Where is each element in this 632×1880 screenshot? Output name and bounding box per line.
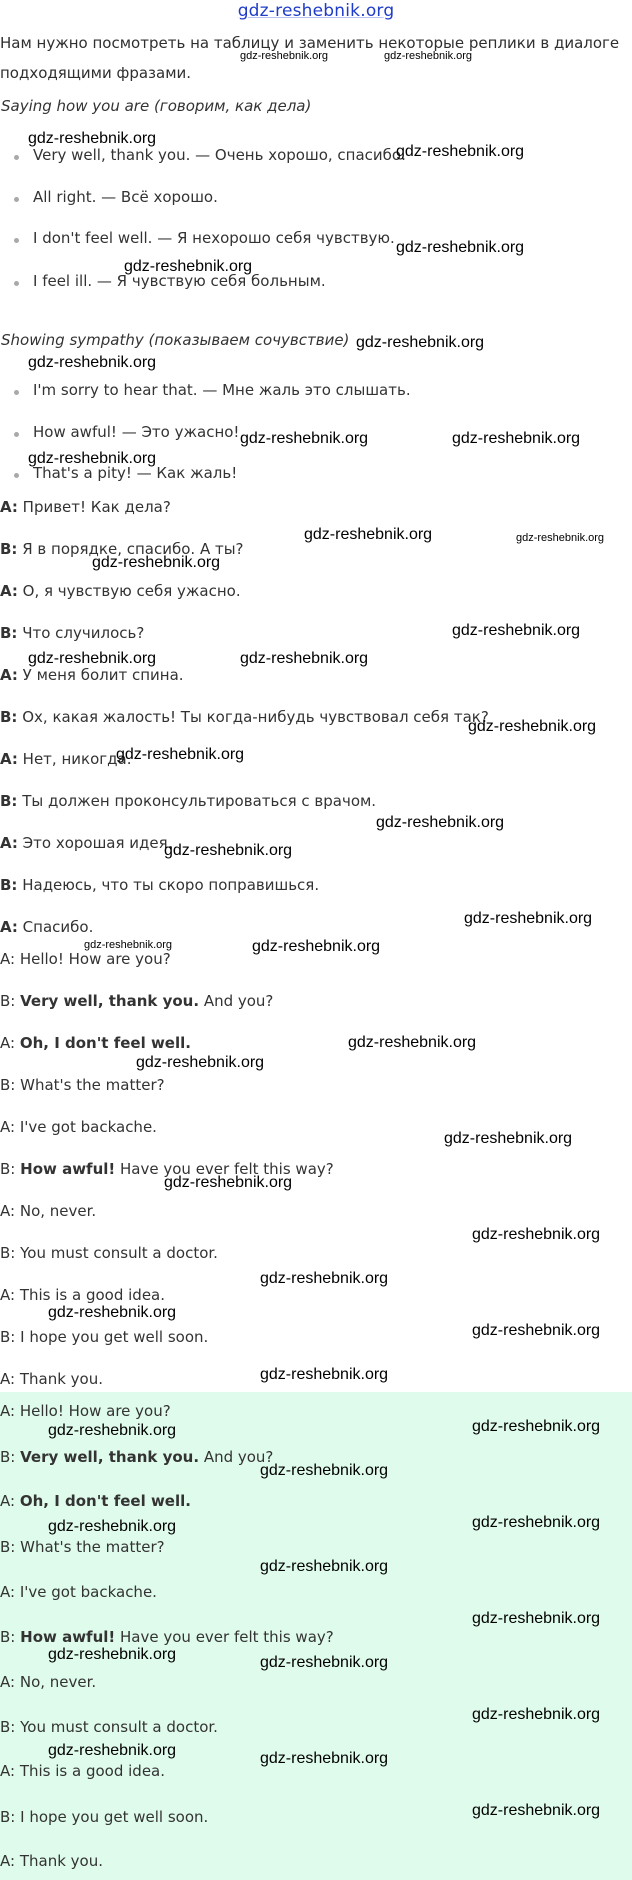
dialogue-text: Thank you. (19, 1370, 103, 1388)
dialogue-text: I hope you get well soon. (20, 1808, 209, 1826)
dialogue-text: Спасибо. (22, 918, 94, 936)
watermark: gdz-reshebnik.org (260, 1558, 389, 1575)
speaker-label: A: (0, 1118, 16, 1136)
watermark: gdz-reshebnik.org (28, 450, 157, 467)
dialogue-text: What's the matter? (20, 1076, 165, 1094)
dialogue-text: You must consult a doctor. (20, 1244, 218, 1262)
watermark: gdz-reshebnik.org (356, 334, 485, 351)
dialogue-text: Have you ever felt this way? (115, 1628, 334, 1646)
speaker-label: A: (0, 1762, 16, 1780)
dialogue-line (0, 1202, 96, 1220)
watermark: gdz-reshebnik.org (136, 1054, 265, 1071)
dialogue-line (0, 792, 376, 810)
watermark: gdz-reshebnik.org (240, 430, 369, 447)
speaker-label: A: (0, 1370, 16, 1388)
dialogue-text: I hope you get well soon. (20, 1328, 209, 1346)
dialogue-line (0, 498, 171, 516)
dialogue-text: What's the matter? (20, 1538, 165, 1556)
dialogue-bold-phrase: Oh, I don't feel well. (19, 1034, 191, 1052)
watermark: gdz-reshebnik.org (472, 1706, 601, 1723)
dialogue-line (0, 582, 241, 600)
dialogue-line (0, 1244, 218, 1262)
watermark: gdz-reshebnik.org (472, 1322, 601, 1339)
dialogue-line (0, 750, 131, 768)
bullet-icon (14, 238, 19, 243)
dialogue-line (0, 950, 171, 968)
speaker-label: B: (0, 792, 18, 810)
dialogue-text: Нет, никогда. (22, 750, 132, 768)
dialogue-text: Надеюсь, что ты скоро поправишься. (22, 876, 320, 894)
dialogue-text: Это хорошая идея. (22, 834, 173, 852)
watermark: gdz-reshebnik.org (28, 650, 157, 667)
bullet-icon (14, 473, 19, 478)
speaker-label: A: (0, 1673, 16, 1691)
speaker-label: B: (0, 1448, 16, 1466)
dialogue-bold-phrase: Oh, I don't feel well. (19, 1492, 191, 1510)
speaker-label: A: (0, 1852, 16, 1870)
dialogue-text: Ты должен проконсультироваться с врачом. (22, 792, 377, 810)
watermark: gdz-reshebnik.org (444, 1130, 573, 1147)
dialogue-bold-phrase: How awful! (20, 1160, 116, 1178)
speaker-label: B: (0, 708, 18, 726)
watermark: gdz-reshebnik.org (396, 143, 525, 160)
watermark: gdz-reshebnik.org (260, 1366, 389, 1383)
intro-text: Нам нужно посмотреть на таблицу и заменить некоторые реплики в диалоге подходящими фразами. (0, 34, 620, 82)
dialogue-line (0, 666, 184, 684)
dialogue-text: Thank you. (19, 1852, 103, 1870)
watermark: gdz-reshebnik.org (28, 354, 157, 371)
watermark: gdz-reshebnik.org (472, 1226, 601, 1243)
dialogue-line (0, 1808, 208, 1826)
dialogue-line (0, 992, 273, 1010)
bullet-icon (14, 390, 19, 395)
dialogue-line (0, 1852, 103, 1870)
watermark: gdz-reshebnik.org (472, 1610, 601, 1627)
speaker-label: A: (0, 1202, 16, 1220)
dialogue-bold-phrase: Very well, thank you. (20, 992, 200, 1010)
dialogue-text: Ох, какая жалость! Ты когда-нибудь чувствовал себя так? (22, 708, 489, 726)
dialogue-bold-phrase: Very well, thank you. (20, 1448, 200, 1466)
list-item: I feel ill. — Я чувствую себя больным. (33, 272, 326, 290)
dialogue-line (0, 1370, 103, 1388)
dialogue-line (0, 1718, 218, 1736)
site-header-logo[interactable]: gdz-reshebnik.org (237, 1, 395, 21)
bullet-icon (14, 155, 19, 160)
watermark: gdz-reshebnik.org (472, 1802, 601, 1819)
dialogue-text: I've got backache. (19, 1118, 157, 1136)
watermark: gdz-reshebnik.org (240, 50, 329, 62)
speaker-label: A: (0, 666, 18, 684)
dialogue-line (0, 708, 489, 726)
list-item: How awful! — Это ужасно! (33, 423, 240, 441)
dialogue-text: Hello! How are you? (19, 950, 171, 968)
dialogue-text: Привет! Как дела? (22, 498, 171, 516)
speaker-label: A: (0, 582, 18, 600)
bullet-icon (14, 432, 19, 437)
watermark: gdz-reshebnik.org (124, 258, 253, 275)
dialogue-text: Что случилось? (22, 624, 145, 642)
speaker-label: B: (0, 540, 18, 558)
dialogue-line (0, 1034, 191, 1052)
dialogue-text: You must consult a doctor. (20, 1718, 218, 1736)
dialogue-line (0, 1118, 157, 1136)
bullet-icon (14, 281, 19, 286)
watermark: gdz-reshebnik.org (164, 842, 293, 859)
list-item: I'm sorry to hear that. — Мне жаль это слышать. (33, 381, 411, 399)
dialogue-text: Have you ever felt this way? (115, 1160, 334, 1178)
watermark: gdz-reshebnik.org (472, 1514, 601, 1531)
watermark: gdz-reshebnik.org (240, 650, 369, 667)
bullet-icon (14, 197, 19, 202)
watermark: gdz-reshebnik.org (48, 1304, 177, 1321)
watermark: gdz-reshebnik.org (348, 1034, 477, 1051)
watermark: gdz-reshebnik.org (472, 1418, 601, 1435)
dialogue-text: No, never. (19, 1202, 97, 1220)
speaker-label: B: (0, 1244, 16, 1262)
watermark: gdz-reshebnik.org (304, 526, 433, 543)
watermark: gdz-reshebnik.org (452, 430, 581, 447)
speaker-label: B: (0, 1076, 16, 1094)
dialogue-line (0, 1286, 165, 1304)
dialogue-text: This is a good idea. (19, 1762, 166, 1780)
dialogue-text: This is a good idea. (19, 1286, 166, 1304)
watermark: gdz-reshebnik.org (92, 554, 221, 571)
watermark: gdz-reshebnik.org (252, 938, 381, 955)
dialogue-line (0, 1538, 165, 1556)
watermark: gdz-reshebnik.org (48, 1422, 177, 1439)
dialogue-line (0, 1402, 171, 1420)
speaker-label: A: (0, 1286, 16, 1304)
list-item: I don't feel well. — Я нехорошо себя чувствую. (33, 229, 395, 247)
section-title-showing-sympathy: Showing sympathy (показываем сочувствие) (1, 331, 350, 349)
speaker-label: B: (0, 1808, 16, 1826)
speaker-label: A: (0, 1583, 16, 1601)
speaker-label: B: (0, 1538, 16, 1556)
speaker-label: A: (0, 918, 18, 936)
speaker-label: B: (0, 1628, 16, 1646)
watermark: gdz-reshebnik.org (384, 50, 473, 62)
dialogue-line (0, 1448, 273, 1466)
dialogue-text: I've got backache. (19, 1583, 157, 1601)
list-item: That's a pity! — Как жаль! (33, 464, 238, 482)
dialogue-text: О, я чувствую себя ужасно. (22, 582, 241, 600)
speaker-label: A: (0, 750, 18, 768)
speaker-label: B: (0, 1328, 16, 1346)
speaker-label: B: (0, 876, 18, 894)
speaker-label: A: (0, 1034, 16, 1052)
watermark: gdz-reshebnik.org (452, 622, 581, 639)
watermark: gdz-reshebnik.org (116, 746, 245, 763)
dialogue-text: У меня болит спина. (22, 666, 184, 684)
dialogue-line (0, 1673, 96, 1691)
dialogue-text: And you? (199, 992, 274, 1010)
dialogue-line (0, 1328, 208, 1346)
dialogue-text: No, never. (19, 1673, 97, 1691)
dialogue-line (0, 876, 319, 894)
watermark: gdz-reshebnik.org (84, 939, 173, 951)
list-item: Very well, thank you. — Очень хорошо, спасибо. (33, 146, 406, 164)
watermark: gdz-reshebnik.org (48, 1646, 177, 1663)
dialogue-text: Hello! How are you? (19, 1402, 171, 1420)
watermark: gdz-reshebnik.org (28, 130, 157, 147)
section-title-saying-how-you-are: Saying how you are (говорим, как дела) (1, 97, 312, 115)
watermark: gdz-reshebnik.org (376, 814, 505, 831)
speaker-label: B: (0, 624, 18, 642)
watermark: gdz-reshebnik.org (48, 1742, 177, 1759)
speaker-label: A: (0, 498, 18, 516)
speaker-label: B: (0, 992, 16, 1010)
watermark: gdz-reshebnik.org (464, 910, 593, 927)
dialogue-text: And you? (199, 1448, 274, 1466)
speaker-label: B: (0, 1160, 16, 1178)
speaker-label: A: (0, 1402, 16, 1420)
watermark: gdz-reshebnik.org (48, 1518, 177, 1535)
speaker-label: A: (0, 950, 16, 968)
list-item: All right. — Всё хорошо. (33, 188, 218, 206)
watermark: gdz-reshebnik.org (260, 1270, 389, 1287)
watermark: gdz-reshebnik.org (164, 1174, 293, 1191)
dialogue-line (0, 1762, 165, 1780)
dialogue-line (0, 1583, 157, 1601)
dialogue-line (0, 1628, 334, 1646)
dialogue-line (0, 624, 144, 642)
dialogue-line (0, 834, 172, 852)
watermark: gdz-reshebnik.org (260, 1750, 389, 1767)
speaker-label: A: (0, 834, 18, 852)
dialogue-line (0, 918, 93, 936)
watermark: gdz-reshebnik.org (260, 1654, 389, 1671)
watermark: gdz-reshebnik.org (260, 1462, 389, 1479)
watermark: gdz-reshebnik.org (516, 532, 605, 544)
speaker-label: B: (0, 1718, 16, 1736)
dialogue-line (0, 1076, 165, 1094)
dialogue-text: Я в порядке, спасибо. А ты? (22, 540, 244, 558)
dialogue-bold-phrase: How awful! (20, 1628, 116, 1646)
dialogue-line (0, 1492, 191, 1510)
speaker-label: A: (0, 1492, 16, 1510)
watermark: gdz-reshebnik.org (396, 239, 525, 256)
watermark: gdz-reshebnik.org (468, 718, 597, 735)
